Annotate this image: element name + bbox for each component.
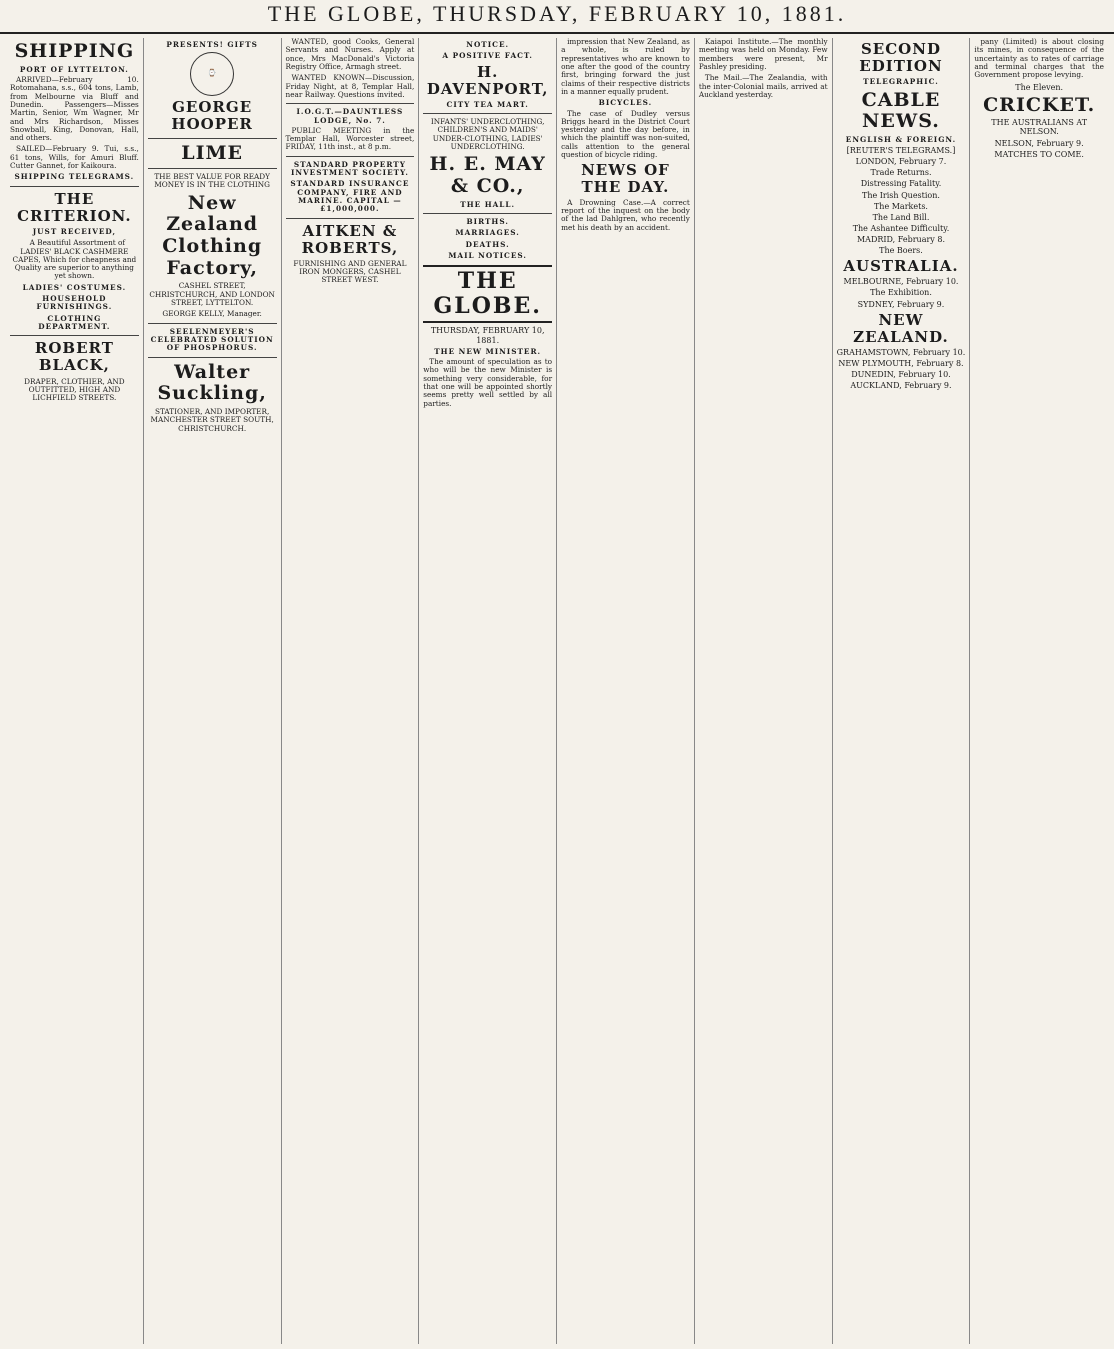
hooper-heading: GEORGE HOOPER (171, 98, 253, 134)
standard-heading: STANDARD PROPERTY INVESTMENT SOCIETY. (290, 159, 409, 178)
public-text: PUBLIC MEETING in the Templar Hall, Worcester street, FRIDAY, 11th inst., at 8 p.m. (285, 125, 415, 152)
mail-heading: MAIL NOTICES. (448, 250, 527, 260)
exhibition-heading: The Exhibition. (870, 288, 932, 298)
irish-heading: The Irish Question. (862, 190, 940, 200)
underclothing-text: INFANTS' UNDERCLOTHING, CHILDREN'S AND MAIDS' UNDER-CLOTHING, LADIES' UNDERCLOTHING. (430, 117, 545, 152)
auckland-dateline: AUCKLAND, February 9. (850, 381, 952, 391)
clothing-heading: CLOTHING DEPARTMENT. (38, 313, 111, 332)
cricket-heading: CRICKET. (983, 93, 1096, 116)
gifts-heading: PRESENTS! GIFTS (166, 40, 258, 49)
davenport-heading: H. DAVENPORT, (426, 62, 549, 98)
bicycles-heading: BICYCLES. (598, 98, 653, 108)
column-3 (282, 38, 420, 1344)
received-heading: JUST RECEIVED, (32, 226, 117, 236)
criterion-heading: THE CRITERION. (17, 189, 132, 225)
distress-heading: Distressing Fatality. (860, 179, 942, 189)
nelson-dateline: NELSON, February 9. (994, 138, 1084, 148)
markets-heading: The Markets. (873, 201, 928, 211)
telegrams-heading: SHIPPING TELEGRAMS. (14, 172, 135, 182)
col5-text-1: impression that New Zealand, as a whole, is ruled by representatives who are known to one after the good of the country first, bringing forward the just claims of their respective districts in a manner equally prudent. (561, 38, 690, 96)
col6-text-2: The Mail.—The Zealandia, with the inter-Colonial mails, arrived at Auckland yesterday. (698, 73, 828, 99)
factory-heading: New Zealand Clothing Factory, (162, 191, 263, 279)
land-heading: The Land Bill. (872, 212, 930, 222)
matches-heading: MATCHES TO COME. (994, 149, 1084, 159)
bicycles-text: The case of Dudley versus Briggs heard in the District Court yesterday and the day before, in which the plaintiff was non-suited, calls attention to the general question of bicycle riding. (561, 108, 690, 160)
second-edition-heading: SECOND EDITION (859, 40, 943, 76)
may-heading: H. E. MAY & CO., (429, 153, 546, 198)
reuters-label: [REUTER'S TELEGRAMS.] (846, 146, 956, 156)
watch-icon: ⌚ (190, 52, 234, 96)
column-8 (970, 38, 1108, 1344)
boers-heading: The Boers. (879, 246, 923, 256)
dateline: THURSDAY, FEBRUARY 10, 1881. (430, 326, 545, 345)
column-1 (6, 38, 144, 1344)
port-heading: PORT OF LYTTELTON. (19, 64, 129, 74)
news-heading: NEWS OF THE DAY. (581, 161, 670, 197)
column-4 (419, 38, 557, 1344)
aitken-heading: AITKEN & ROBERTS, (301, 221, 399, 257)
english-heading: ENGLISH & FOREIGN. (845, 134, 957, 144)
wanted-2-text: WANTED KNOWN—Discussion, Friday Night, at 8, Templar Hall, near Railway. Questions invited. (285, 73, 415, 99)
arrived-text: ARRIVED—February 10. Rotomahana, s.s., 604 tons, Lamb, from Melbourne via Bluff and Dunedin. Passengers—Misses Martin, Senior, Wm Wagner, Mr and Mrs Richardson, Misses Snowball, King, Donovan, Hall, and others. (10, 74, 139, 143)
london-dateline: LONDON, February 7. (855, 157, 947, 167)
column-6 (695, 38, 833, 1344)
sydney-dateline: SYDNEY, February 9. (857, 299, 945, 309)
newspaper-page (6, 38, 1108, 1344)
plymouth-dateline: NEW PLYMOUTH, February 8. (838, 358, 964, 368)
minister-heading: THE NEW MINISTER. (434, 346, 542, 356)
lime-heading: LIME (181, 141, 244, 164)
grahamstown-dateline: GRAHAMSTOWN, February 10. (836, 347, 966, 357)
madrid-dateline: MADRID, February 8. (856, 235, 945, 244)
costumes-heading: LADIES' COSTUMES. (22, 282, 127, 292)
city-heading: CITY TEA MART. (446, 99, 529, 109)
seelenmeyer-heading: SEELENMEYER'S CELEBRATED SOLUTION OF PHOSPHORUS. (150, 326, 274, 353)
eleven-heading: The Eleven. (1015, 82, 1064, 92)
deaths-heading: DEATHS. (465, 239, 510, 249)
trade-heading: Trade Returns. (870, 168, 932, 178)
globe-masthead: THE GLOBE. (423, 265, 552, 323)
stationer-text: STATIONER, AND IMPORTER, MANCHESTER STREET SOUTH, CHRISTCHURCH. (150, 406, 274, 433)
wanted-text: WANTED, good Cooks, General Servants and Nurses. Apply at once, Mrs MacDonald's Victoria Registry Office, Armagh street. (285, 38, 415, 71)
hall-heading: THE HALL. (460, 199, 516, 209)
manager-text: GEORGE KELLY, Manager. (162, 309, 262, 319)
founders-text: FURNISHING AND GENERAL IRON MONGERS, CASHEL STREET WEST. (293, 258, 407, 285)
minister-text: The amount of speculation as to who will be the new Minister is something very considerable, for that one will be appointed shortly seems pretty well settled by all parties. (423, 356, 553, 408)
ashantee-heading: The Ashantee Difficulty. (852, 223, 950, 233)
australia-heading: AUSTRALIA. (843, 257, 959, 276)
news-text: A Drowning Case.—A correct report of the inquest on the body of the lad Dahlgren, who recently met his death by an accident. (561, 197, 690, 232)
sailed-text: SAILED—February 9. Tui, s.s., 61 tons, Wills, for Amuri Bluff. Cutter Gannet, for Kaikoura. (10, 144, 139, 171)
newspaper-header (0, 0, 1114, 34)
furnishings-heading: HOUSEHOLD FURNISHINGS. (36, 294, 113, 312)
suckling-heading: Walter Suckling, (157, 360, 267, 405)
cashel-text: CASHEL STREET, CHRISTCHURCH, AND LONDON STREET, LYTTELTON. (149, 281, 275, 308)
positive-heading: A POSITIVE FACT. (442, 51, 533, 61)
black-heading: ROBERT BLACK, (34, 339, 114, 375)
col8-text-1: pany (Limited) is about closing its mines, in consequence of the uncertainty as to rates of carriage and terminal charges that the Government propose levying. (974, 38, 1104, 80)
cable-heading: CABLE NEWS. (861, 88, 941, 133)
notice-heading: NOTICE. (466, 40, 510, 49)
marriages-heading: MARRIAGES. (455, 228, 520, 238)
dunedin-dateline: DUNEDIN, February 10. (851, 370, 951, 380)
best-value-text: THE BEST VALUE FOR READY MONEY IS IN THE CLOTHING (154, 172, 270, 190)
nz-heading: NEW ZEALAND. (853, 310, 949, 346)
col6-text-1: Kaiapoi Institute.—The monthly meeting was held on Monday. Few members were present, Mr Pashley presiding. (698, 38, 828, 71)
draper-text: DRAPER, CLOTHIER, AND OUTFITTED, HIGH AND LICHFIELD STREETS. (24, 376, 125, 403)
lodge-heading: I.O.G.T.—DAUNTLESS LODGE, No. 7. (296, 107, 404, 125)
column-2 (144, 38, 282, 1344)
insurance-heading: STANDARD INSURANCE COMPANY, FIRE AND MARINE. CAPITAL — £1,000,000. (290, 179, 410, 214)
page-title: THE GLOBE, THURSDAY, FEBRUARY 10, 1881. (267, 1, 847, 26)
melbourne-dateline: MELBOURNE, February 10. (843, 277, 959, 287)
nelson-title: THE AUSTRALIANS AT NELSON. (991, 118, 1088, 137)
assortment-text: A Beautiful Assortment of LADIES' BLACK CASHMERE CAPES, Which for cheapness and Quality are superior to anything yet shown. (12, 238, 137, 281)
telegraphic-heading: TELEGRAPHIC. (863, 77, 939, 87)
births-heading: BIRTHS. (466, 217, 509, 226)
column-7 (833, 38, 971, 1344)
column-5 (557, 38, 695, 1344)
shipping-heading: SHIPPING (14, 40, 135, 62)
